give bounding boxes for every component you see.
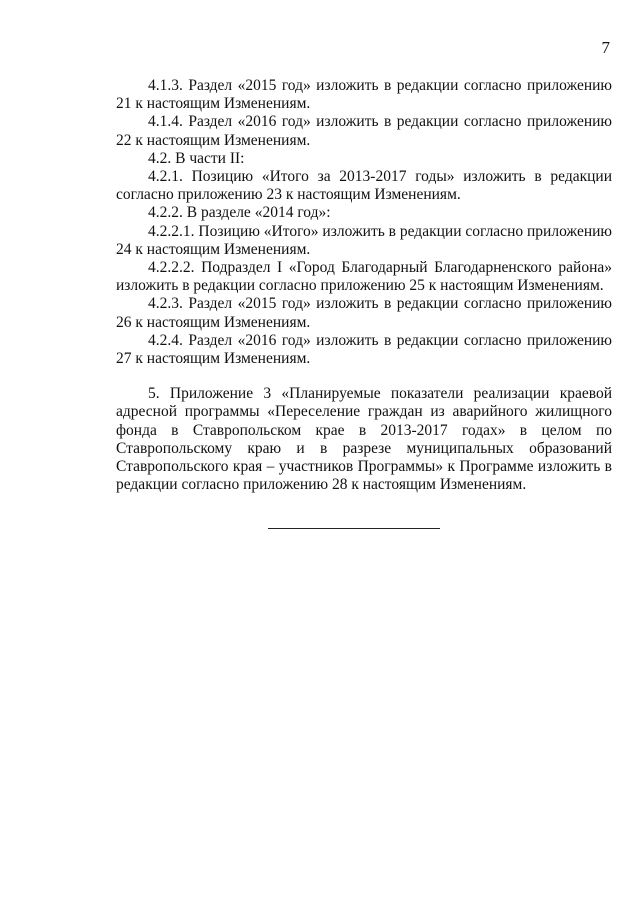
paragraph-4-2-3: 4.2.3. Раздел «2015 год» изложить в редакции согласно приложению 26 к настоящим Изменениям. xyxy=(116,295,612,331)
paragraph-4-2-2: 4.2.2. В разделе «2014 год»: xyxy=(148,204,331,222)
paragraph-4-2-1: 4.2.1. Позицию «Итого за 2013-2017 годы» изложить в редакции согласно приложению 23 к настоящим Изменениям. xyxy=(116,168,612,204)
end-divider xyxy=(268,528,440,529)
document-body xyxy=(116,77,612,494)
paragraph-4-2-2-2: 4.2.2.2. Подраздел I «Город Благодарный Благодарненского района» изложить в редакции согласно приложению 25 к настоящим Изменениям. xyxy=(116,259,612,295)
paragraph-4-2: 4.2. В части II: xyxy=(148,149,245,167)
paragraph-4-1-4: 4.1.4. Раздел «2016 год» изложить в редакции согласно приложению 22 к настоящим Изменениям. xyxy=(116,113,612,149)
paragraph-4-2-2-1: 4.2.2.1. Позицию «Итого» изложить в редакции согласно приложению 24 к настоящим Изменениям. xyxy=(116,222,612,258)
page-number: 7 xyxy=(601,38,610,57)
paragraph-5: 5. Приложение 3 «Планируемые показатели реализации краевой адресной программы «Переселение граждан из аварийного жилищного фонда в Ставропольском крае в 2013-2017 годах» в целом по Ставропольскому краю и в разрезе муниципальных образований Ставропольского края – участников Программы» к Программе изложить в редакции согласно приложению 28 к настоящим Изменениям. xyxy=(116,385,612,494)
paragraph-4-1-3: 4.1.3. Раздел «2015 год» изложить в редакции согласно приложению 21 к настоящим Изменениям. xyxy=(116,77,612,113)
paragraph-4-2-4: 4.2.4. Раздел «2016 год» изложить в редакции согласно приложению 27 к настоящим Изменениям. xyxy=(116,331,612,368)
